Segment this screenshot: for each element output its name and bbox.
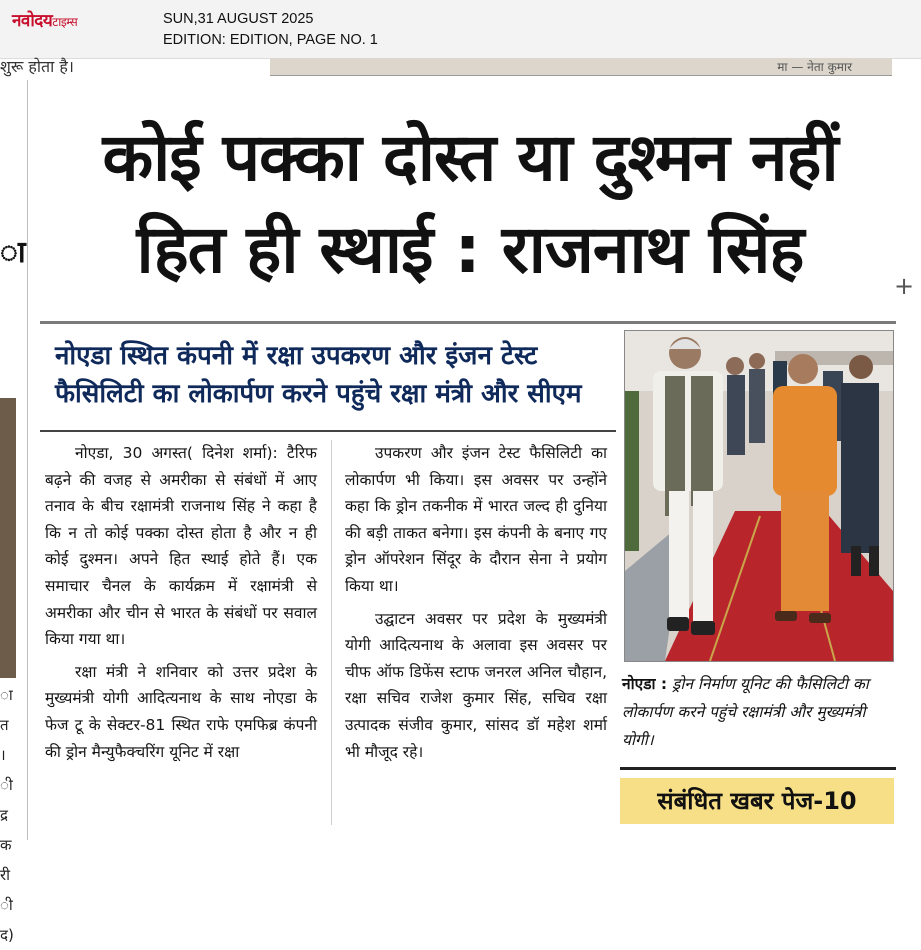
left-neighbour-column: [0, 110, 26, 944]
fragment-top-left: शुरू होता है।: [0, 57, 74, 76]
news-photo[interactable]: [624, 330, 894, 662]
article-column-1: [45, 440, 317, 771]
paragraph: नोएडा, 30 अगस्त( दिनेश शर्मा): टैरिफ बढ़ने की वजह से अमरीका से संबंधों में आए तनाव के बीच रक्षामंत्री राजनाथ सिंह ने कहा है कि न तो कोई पक्का दोस्त होता है और न ही कोई दुश्मन। अपने हित स्थाई होते हैं। एक समाचार चैनल के कार्यक्रम में रक्षामंत्री से अमरीका और चीन से भारत के संबंधों पर सवाल किया गया था।: [45, 444, 317, 649]
left-fragment-text: [0, 680, 14, 950]
left-fragment-char: त: [0, 716, 9, 734]
column-divider: [27, 80, 28, 840]
caption-place: नोएडा :: [622, 675, 668, 693]
related-news-link[interactable]: संबंधित खबर पेज-10: [620, 778, 894, 824]
logo-sub: टाइम्स: [52, 15, 78, 29]
column-separator: [331, 440, 332, 825]
main-headline: [40, 112, 900, 296]
left-fragment-char: द्र: [0, 806, 8, 824]
date-line: SUN,31 AUGUST 2025: [163, 11, 314, 27]
edition-line: EDITION: EDITION, PAGE NO. 1: [163, 32, 378, 48]
left-fragment-photo: [0, 398, 16, 678]
left-fragment-char: द): [0, 926, 14, 944]
left-fragment-char: री: [0, 866, 11, 884]
paragraph: उपकरण और इंजन टेस्ट फैसिलिटी का लोकार्पण भी किया। इस अवसर पर उन्होंने कहा कि ड्रोन तकनीक में भारत जल्द ही दुनिया की बड़ी ताकत बनेगा। इस कंपनी के बनाए गए ड्रोन ऑपरेशन सिंदूर के दौरान सेना ने प्रयोग किया था।: [345, 444, 607, 595]
left-fragment-char: क: [0, 836, 12, 854]
left-fragment-char: ।: [0, 746, 6, 764]
article-column-2: [345, 440, 607, 771]
paragraph: उद्घाटन अवसर पर प्रदेश के मुख्यमंत्री योगी आदित्यनाथ के अलावा इस अवसर पर चीफ ऑफ डिफेंस स्टाफ जनरल अनिल चौहान, रक्षा सचिव राजेश कुमार सिंह, सचिव रक्षा उत्पादक संजीव कुमार, सांसद डॉ महेश शर्मा भी मौजूद रहे।: [345, 609, 607, 761]
headline-rule: [40, 321, 896, 324]
subheadline-line-2: फैसिलिटी का लोकार्पण करने पहुंचे रक्षा मंत्री और सीएम: [55, 379, 582, 409]
left-fragment-char: ी: [0, 776, 13, 794]
photo-caption: [622, 670, 900, 754]
subheadline-rule: [40, 430, 616, 432]
logo-main: नवोदय: [12, 11, 53, 31]
plus-icon: +: [894, 272, 915, 300]
caption-rule: [620, 767, 896, 770]
masthead-bar: [0, 0, 921, 59]
photo-illustration: [625, 331, 893, 661]
left-fragment-char: ा: [0, 686, 13, 704]
left-fragment-heading: ा: [0, 235, 26, 270]
fragment-top-image: [270, 58, 892, 76]
left-fragment-char: ी: [0, 896, 13, 914]
subheadline-line-1: नोएडा स्थित कंपनी में रक्षा उपकरण और इंजन टेस्ट: [55, 341, 538, 371]
newspaper-logo[interactable]: [12, 11, 77, 32]
paragraph: रक्षा मंत्री ने शनिवार को उत्तर प्रदेश के मुख्यमंत्री योगी आदित्यनाथ के साथ नोएडा के फेज टू के सेक्टर-81 स्थित राफे एमफिब्र कंपनी की ड्रोन मैन्युफैक्चरिंग यूनिट में रक्षा: [45, 662, 317, 761]
fragment-top-caption: मा — नेता कुमार: [777, 60, 852, 74]
edition-info: [163, 9, 378, 51]
headline-line-2: हित ही स्थाई : राजनाथ सिंह: [136, 211, 804, 288]
headline-line-1: कोई पक्का दोस्त या दुश्मन नहीं: [102, 119, 838, 196]
caption-text: ड्रोन निर्माण यूनिट की फैसिलिटी का लोकार्पण करने पहुंचे रक्षामंत्री और मुख्यमंत्री योगी।: [622, 675, 869, 749]
sub-headline: [55, 337, 615, 413]
